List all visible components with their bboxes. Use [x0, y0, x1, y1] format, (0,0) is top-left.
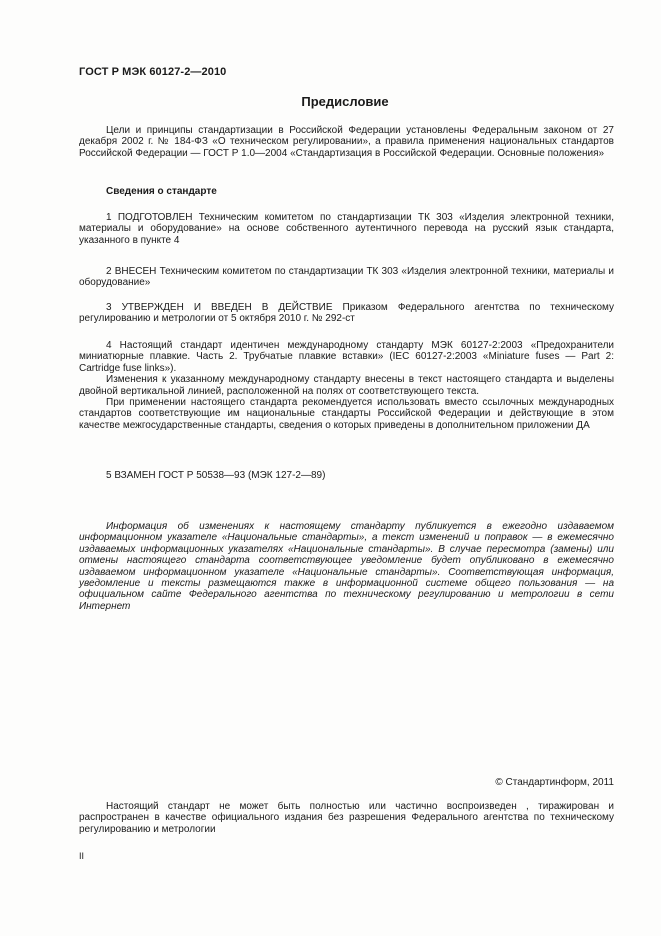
- item-2-text: 2 ВНЕСЕН Техническим комитетом по стандартизации ТК 303 «Изделия электронной техники, материалы и оборудование»: [79, 266, 614, 289]
- page-number: II: [79, 851, 85, 861]
- item-4-text: 4 Настоящий стандарт идентичен международному стандарту МЭК 60127-2:2003 «Предохранители миниатюрные плавкие. Часть 2. Трубчатые плавкие вставки» (IEC 60127-2:2003 «Miniature fuses — Part 2: Cartridge fuse links»).: [79, 340, 614, 374]
- intro-paragraph: [79, 125, 614, 159]
- item-5-text: 5 ВЗАМЕН ГОСТ Р 50538—93 (МЭК 127-2—89): [106, 470, 326, 481]
- notice-text: Информация об изменениях к настоящему стандарту публикуется в ежегодно издаваемом информационном указателе «Национальные стандарты», а текст изменений и поправок — в ежемесячно издаваемых информационных указателях «Национальные стандарты». В случае пересмотра (замены) или отмены настоящего стандарта соответствующее уведомление будет опубликовано в ежемесячно издаваемом информационном указателе «Национальные стандарты». Соответствующая информация, уведомление и тексты размещаются также в информационной системе общего пользования — на официальном сайте Федерального агентства по техническому регулированию и метрологии в сети Интернет: [79, 521, 614, 612]
- item-4-references: При применении настоящего стандарта рекомендуется использовать вместо ссылочных международных стандартов соответствующие им национальные стандарты Российской Федерации и действующие в этом качестве межгосударственные стандарты, сведения о которых приведены в дополнительном приложении ДА: [79, 397, 614, 431]
- item-5: [79, 470, 614, 481]
- item-1: [79, 212, 614, 246]
- item-4: [79, 340, 614, 431]
- page-title: Предисловие: [301, 94, 389, 109]
- document-id: ГОСТ Р МЭК 60127-2—2010: [79, 66, 227, 78]
- item-1-text: 1 ПОДГОТОВЛЕН Техническим комитетом по стандартизации ТК 303 «Изделия электронной техники, материалы и оборудование» на основе собственного аутентичного перевода на русский язык стандарта, указанного в пункте 4: [79, 212, 614, 246]
- reproduction-paragraph: [79, 801, 614, 835]
- item-3: [79, 302, 614, 325]
- intro-text: Цели и принципы стандартизации в Российской Федерации установлены Федеральным законом от 27 декабря 2002 г. № 184-ФЗ «О техническом регулировании», а правила применения национальных стандартов Российской Федерации — ГОСТ Р 1.0—2004 «Стандартизация в Российской Федерации. Основные положения»: [79, 125, 614, 159]
- item-2: [79, 266, 614, 289]
- item-4-changes: Изменения к указанному международному стандарту внесены в текст настоящего стандарта и выделены двойной вертикальной линией, расположенной на полях от соответствующего текста.: [79, 374, 614, 397]
- info-heading: Сведения о стандарте: [106, 186, 217, 197]
- notice-paragraph: [79, 521, 614, 612]
- reproduction-text: Настоящий стандарт не может быть полностью или частично воспроизведен , тиражирован и распространен в качестве официального издания без разрешения Федерального агентства по техническому регулированию и метрологии: [79, 801, 614, 835]
- copyright: © Стандартинформ, 2011: [495, 777, 614, 788]
- item-3-text: 3 УТВЕРЖДЕН И ВВЕДЕН В ДЕЙСТВИЕ Приказом Федерального агентства по техническому регулированию и метрологии от 5 октября 2010 г. № 292-ст: [79, 302, 614, 325]
